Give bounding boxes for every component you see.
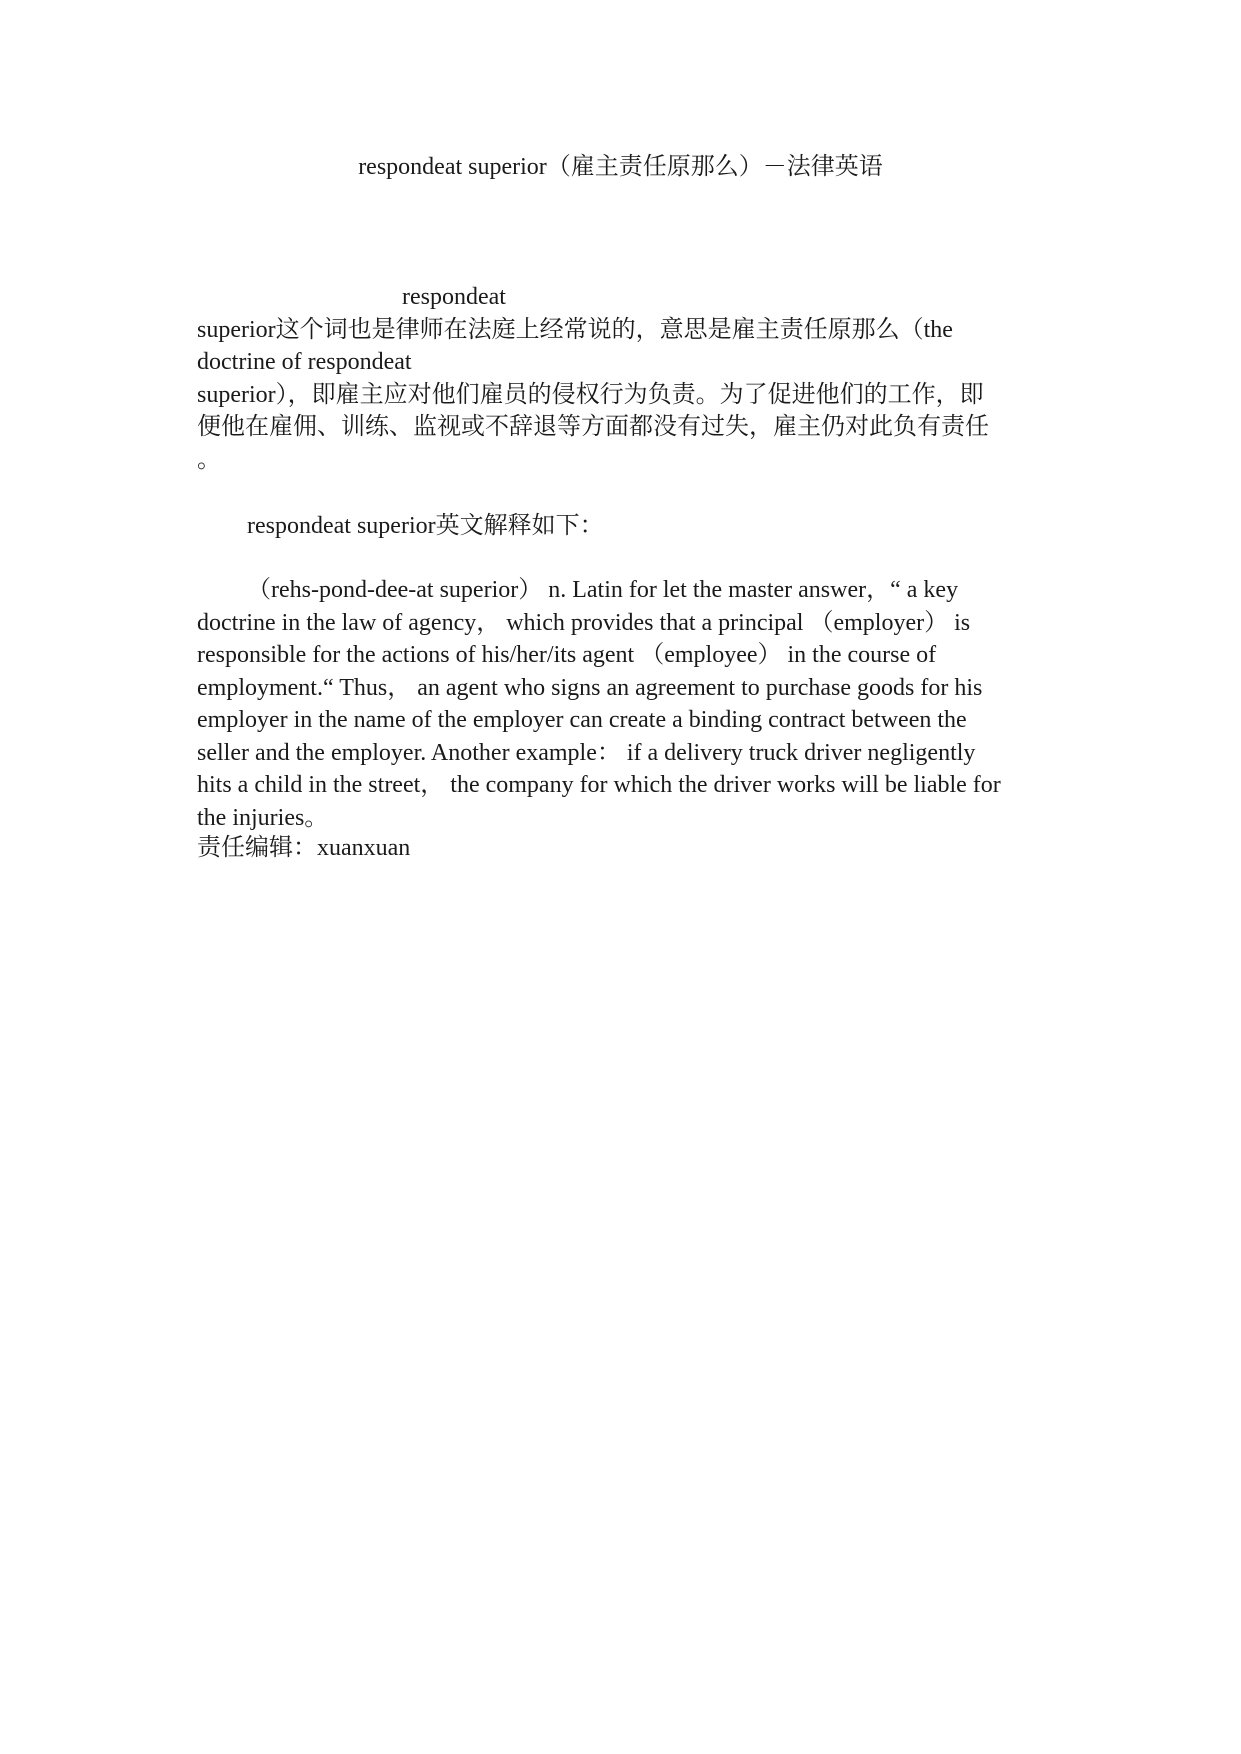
intro-line: respondeat bbox=[402, 284, 506, 310]
definition-line: the injuries。 bbox=[197, 804, 329, 831]
definition-paragraph bbox=[197, 574, 1057, 834]
intro-line: doctrine of respondeat bbox=[197, 349, 412, 375]
editor-credit: 责任编辑：xuanxuan bbox=[197, 835, 411, 861]
definition-line: employer in the name of the employer can create a binding contract between the bbox=[197, 707, 967, 733]
subheading-paragraph bbox=[197, 510, 1057, 543]
intro-paragraph bbox=[197, 281, 1057, 476]
subheading: respondeat superior英文解释如下： bbox=[247, 513, 604, 539]
document-title: respondeat superior（雇主责任原那么）－法律英语 bbox=[358, 154, 883, 180]
intro-line: 。 bbox=[197, 446, 221, 473]
intro-line: superior），即雇主应对他们雇员的侵权行为负责。为了促进他们的工作，即 bbox=[197, 381, 984, 408]
definition-line: seller and the employer. Another example： if a delivery truck driver negligently bbox=[197, 739, 976, 766]
definition-line: doctrine in the law of agency， which provides that a principal （employer） is bbox=[197, 609, 971, 636]
definition-line: （rehs-pond-dee-at superior） n. Latin for let the master answer，“ a key bbox=[247, 577, 959, 603]
definition-line: responsible for the actions of his/her/its agent （employee） in the course of bbox=[197, 642, 937, 668]
intro-line: superior这个词也是律师在法庭上经常说的，意思是雇主责任原那么（the bbox=[197, 316, 953, 343]
editor-paragraph bbox=[197, 832, 1057, 865]
definition-line: employment.“ Thus， an agent who signs an agreement to purchase goods for his bbox=[197, 674, 983, 701]
intro-line: 便他在雇佣、训练、监视或不辞退等方面都没有过失，雇主仍对此负有责任 bbox=[197, 414, 989, 440]
definition-line: hits a child in the street， the company for which the driver works will be liable for bbox=[197, 772, 1001, 798]
